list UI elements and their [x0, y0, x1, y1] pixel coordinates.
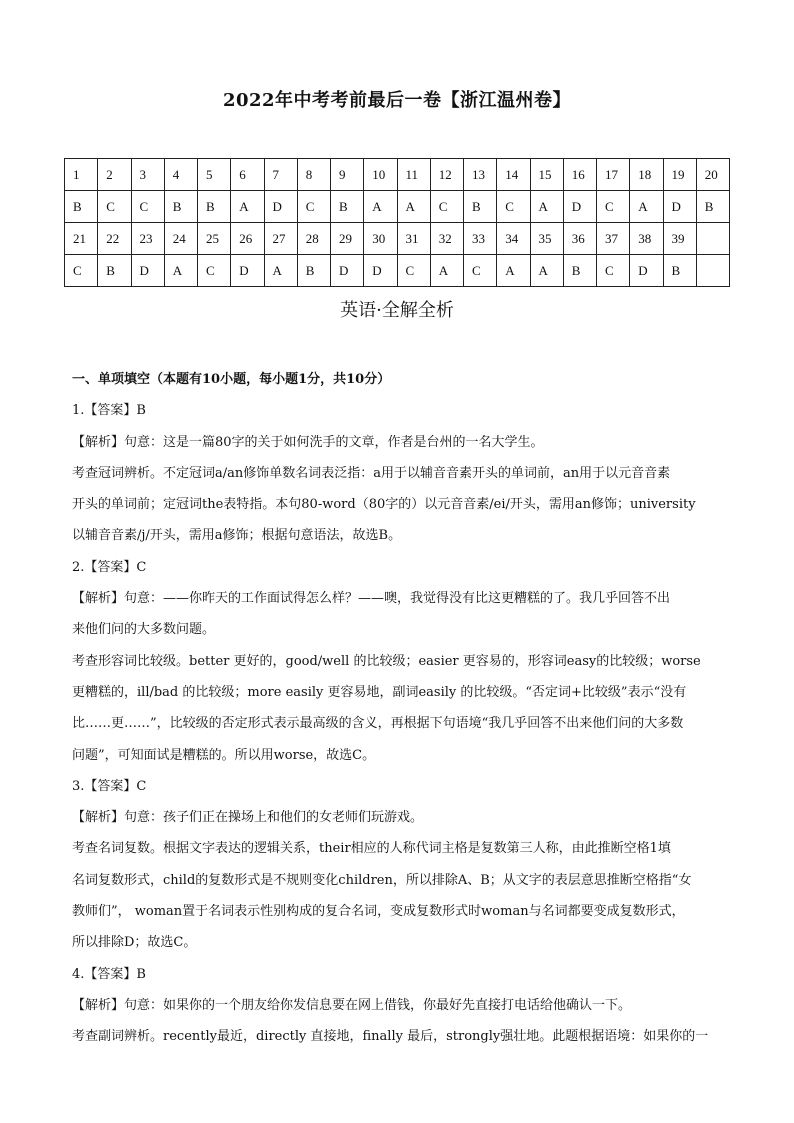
answer-table-cell: D [563, 191, 596, 223]
answer-table-cell: A [497, 255, 530, 287]
answer-table-cell: C [65, 255, 98, 287]
explanation-body [72, 364, 724, 1053]
answer-table-row [65, 255, 730, 287]
answer-table-cell: 10 [364, 159, 397, 191]
answer-table-cell: D [663, 191, 696, 223]
answer-line: 3.【答案】C [72, 778, 147, 794]
answer-table-cell: 39 [663, 223, 696, 255]
answer-table-cell: 24 [164, 223, 197, 255]
answer-table-cell: C [397, 255, 430, 287]
answer-table-cell: 11 [397, 159, 430, 191]
explanation-line: 问题”，可知面试是糟糕的。所以用worse，故选C。 [72, 747, 376, 763]
answer-table-cell: 36 [563, 223, 596, 255]
explanation-line: 考查名词复数。根据文字表达的逻辑关系，their相应的人称代词主格是复数第三人称，由此推断空格1填 [72, 841, 671, 857]
answer-table-cell: B [331, 191, 364, 223]
answer-table-cell: B [65, 191, 98, 223]
answer-table-cell: 13 [464, 159, 497, 191]
explanation-line: 名词复数形式，child的复数形式是不规则变化children，所以排除A、B；从文字的表层意思推断空格指“女 [72, 872, 692, 888]
answer-table-cell: 22 [98, 223, 131, 255]
answer-table-row [65, 223, 730, 255]
answer-table-row [65, 159, 730, 191]
explanation-line: 【解析】句意：——你昨天的工作面试得怎么样？——噢，我觉得没有比这更糟糕的了。我几乎回答不出 [72, 591, 671, 607]
explanation-line: 开头的单词前；定冠词the表特指。本句80-word（80字的）以元音音素/ei/开头，需用an修饰；university [72, 497, 696, 513]
answer-table-cell: 2 [98, 159, 131, 191]
page-title: 2022年中考考前最后一卷【浙江温州卷】 [222, 90, 572, 111]
answer-table-cell: A [231, 191, 264, 223]
answer-table-cell: B [563, 255, 596, 287]
answer-table-cell: 8 [297, 159, 330, 191]
answer-table-cell: 25 [198, 223, 231, 255]
explanation-line: 更糟糕的，ill/bad 的比较级；more easily 更容易地，副词easily 的比较级。“否定词+比较级”表示“没有 [72, 684, 687, 700]
explanation-line: 【解析】句意：这是一篇80字的关于如何洗手的文章，作者是台州的一名大学生。 [72, 434, 544, 450]
answer-table-cell: 19 [663, 159, 696, 191]
answer-table-cell: C [464, 255, 497, 287]
answer-table-cell [696, 255, 729, 287]
answer-table-cell: 29 [331, 223, 364, 255]
section-heading: 一、单项填空（本题有10小题，每小题1分，共10分） [72, 372, 391, 387]
answer-table-cell: 37 [597, 223, 630, 255]
explanation-line: 比……更……”，比较级的否定形式表示最高级的含义，再根据下句语境“我几乎回答不出来他们问的大多数 [72, 716, 684, 732]
answer-table-cell: 31 [397, 223, 430, 255]
answer-table-cell: C [597, 191, 630, 223]
answer-table-cell: B [464, 191, 497, 223]
answer-table-cell: D [331, 255, 364, 287]
answer-table-cell: 9 [331, 159, 364, 191]
answer-table-cell: C [597, 255, 630, 287]
answer-table-cell: 38 [630, 223, 663, 255]
answer-table-cell: 16 [563, 159, 596, 191]
explanation-line: 考查形容词比较级。better 更好的，good/well 的比较级；easier 更容易的，形容词easy的比较级；worse [72, 653, 701, 669]
answer-table-cell: A [530, 191, 563, 223]
answer-table-cell: 18 [630, 159, 663, 191]
explanation-line: 以辅音音素/j/开头，需用a修饰；根据句意语法，故选B。 [72, 528, 402, 544]
answer-table-cell: C [198, 255, 231, 287]
answer-table-cell: D [264, 191, 297, 223]
explanation-lines [72, 395, 724, 1052]
answer-table-cell: 23 [131, 223, 164, 255]
answer-table-cell: D [131, 255, 164, 287]
answer-table-cell: 4 [164, 159, 197, 191]
answer-table-cell: A [264, 255, 297, 287]
explanation-line: 教师们”， woman置于名词表示性别构成的复合名词，变成复数形式时woman与名词都要变成复数形式， [72, 904, 685, 920]
explanation-line: 来他们问的大多数问题。 [72, 622, 216, 638]
answer-table-cell: 34 [497, 223, 530, 255]
answer-table-cell: 27 [264, 223, 297, 255]
answer-table-cell: 26 [231, 223, 264, 255]
answer-table-cell: C [297, 191, 330, 223]
answer-table-cell: 5 [198, 159, 231, 191]
answer-table-cell: A [530, 255, 563, 287]
answer-table-cell: C [430, 191, 463, 223]
answer-table-cell: D [630, 255, 663, 287]
answer-table-cell: 35 [530, 223, 563, 255]
answer-table-cell: 14 [497, 159, 530, 191]
explanation-line: 所以排除D；故选C。 [72, 935, 197, 951]
page-subtitle: 英语·全解全析 [340, 300, 454, 321]
answer-table-cell: B [297, 255, 330, 287]
explanation-line: 【解析】句意：如果你的一个朋友给你发信息要在网上借钱，你最好先直接打电话给他确认一下。 [72, 997, 632, 1013]
answer-line: 1.【答案】B [72, 403, 146, 419]
answer-table-cell: 1 [65, 159, 98, 191]
answer-table-cell: 20 [696, 159, 729, 191]
explanation-line: 考查副词辨析。recently最近，directly 直接地，finally 最后，strongly强壮地。此题根据语境：如果你的一 [72, 1029, 709, 1045]
answer-table-cell: 30 [364, 223, 397, 255]
answer-table-cell: D [364, 255, 397, 287]
answer-table-cell: D [231, 255, 264, 287]
answer-table-cell: A [430, 255, 463, 287]
answer-table-cell: A [397, 191, 430, 223]
answer-table-cell: 7 [264, 159, 297, 191]
answer-table-cell: C [131, 191, 164, 223]
answer-table [64, 158, 730, 287]
explanation-line: 考查冠词辨析。不定冠词a/an修饰单数名词表泛指：a用于以辅音音素开头的单词前，an用于以元音音素 [72, 465, 671, 481]
answer-table-cell: 32 [430, 223, 463, 255]
explanation-line: 【解析】句意：孩子们正在操场上和他们的女老师们玩游戏。 [72, 810, 424, 826]
answer-table-cell: 33 [464, 223, 497, 255]
answer-table-cell: A [364, 191, 397, 223]
answer-table-cell: 12 [430, 159, 463, 191]
answer-table-cell: B [198, 191, 231, 223]
answer-table-cell: 3 [131, 159, 164, 191]
answer-table-cell: C [497, 191, 530, 223]
answer-table-cell: 17 [597, 159, 630, 191]
answer-table-cell: B [696, 191, 729, 223]
answer-table-row [65, 191, 730, 223]
answer-table-cell: 21 [65, 223, 98, 255]
answer-line: 4.【答案】B [72, 966, 146, 982]
answer-line: 2.【答案】C [72, 559, 147, 575]
answer-table-cell: B [663, 255, 696, 287]
answer-table-cell: A [630, 191, 663, 223]
answer-table-cell: 28 [297, 223, 330, 255]
answer-table-cell [696, 223, 729, 255]
answer-table-cell: A [164, 255, 197, 287]
answer-table-cell: C [98, 191, 131, 223]
answer-table-cell: 15 [530, 159, 563, 191]
answer-table-cell: B [98, 255, 131, 287]
answer-table-cell: B [164, 191, 197, 223]
answer-table-cell: 6 [231, 159, 264, 191]
